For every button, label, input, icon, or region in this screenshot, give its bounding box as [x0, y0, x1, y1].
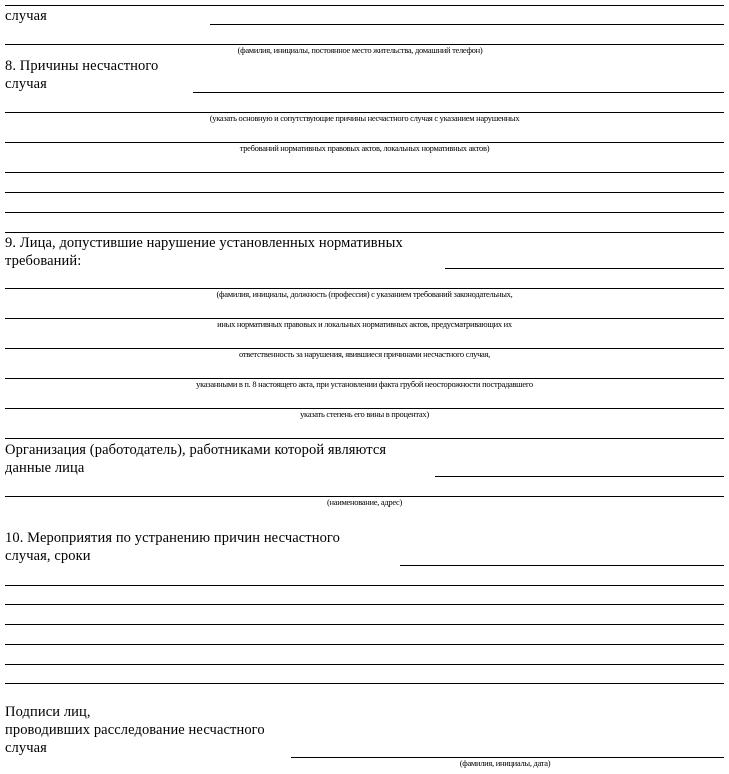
measures-field-line-3[interactable] [5, 604, 724, 605]
section-9-label-line1: 9. Лица, допустившие нарушение установленных нормативных [5, 235, 403, 251]
measures-field-line-4[interactable] [5, 624, 724, 625]
violators-caption-3: ответственность за нарушения, явившиеся причинами несчастного случая, [239, 349, 490, 359]
causes-field-line-4[interactable] [5, 172, 724, 173]
organization-label-line2: данные лица [5, 460, 85, 476]
causes-field-line-5[interactable] [5, 192, 724, 193]
section-8-label-line1: 8. Причины несчастного [5, 58, 159, 74]
causes-caption-1: (указать основную и сопутствующие причины несчастного случая с указанием нарушенных [209, 113, 520, 123]
signatures-label-line2: проводивших расследование несчастного [5, 722, 265, 738]
measures-field-line-6[interactable] [5, 664, 724, 665]
violators-caption-5: указать степень его вины в процентах) [300, 409, 429, 419]
measures-field-line[interactable] [400, 565, 724, 566]
violators-caption-4: указанными в п. 8 настоящего акта, при установлении факта грубой неосторожности пострадавшего [196, 379, 533, 389]
signatures-label-line1: Подписи лиц, [5, 704, 91, 720]
fill-line[interactable] [5, 5, 724, 6]
organization-field-line[interactable] [435, 476, 724, 477]
violators-caption-2: иных нормативных правовых и локальных нормативных актов, предусматривающих их [217, 319, 512, 329]
causes-field-line-6[interactable] [5, 212, 724, 213]
victim-info-caption: (фамилия, инициалы, постоянное место жительства, домашний телефон) [237, 45, 483, 55]
signatures-label-line3: случая [5, 740, 47, 756]
section-10-label-line2: случая, сроки [5, 548, 91, 564]
violators-caption-1: (фамилия, инициалы, должность (профессия) с указанием требований законодательных, [216, 289, 513, 299]
causes-field-line-7[interactable] [5, 232, 724, 233]
section-10-label-line1: 10. Мероприятия по устранению причин несчастного [5, 530, 340, 546]
organization-caption: (наименование, адрес) [326, 497, 403, 507]
organization-label-line1: Организация (работодатель), работниками которой являются [5, 442, 387, 458]
measures-field-line-5[interactable] [5, 644, 724, 645]
violators-field-line[interactable] [445, 268, 724, 269]
section-8-label-line2: случая [5, 76, 47, 92]
measures-field-line-7[interactable] [5, 683, 724, 684]
causes-caption-2: требований нормативных правовых актов, локальных нормативных актов) [239, 143, 490, 153]
signature-caption: (фамилия, инициалы, дата) [459, 758, 551, 768]
victim-info-field-line[interactable] [210, 24, 724, 25]
section-9-label-line2: требований: [5, 253, 82, 269]
causes-field-line[interactable] [193, 92, 724, 93]
measures-field-line-2[interactable] [5, 585, 724, 586]
violators-field-line-7[interactable] [5, 438, 724, 439]
section-7-label: случая [5, 8, 47, 24]
